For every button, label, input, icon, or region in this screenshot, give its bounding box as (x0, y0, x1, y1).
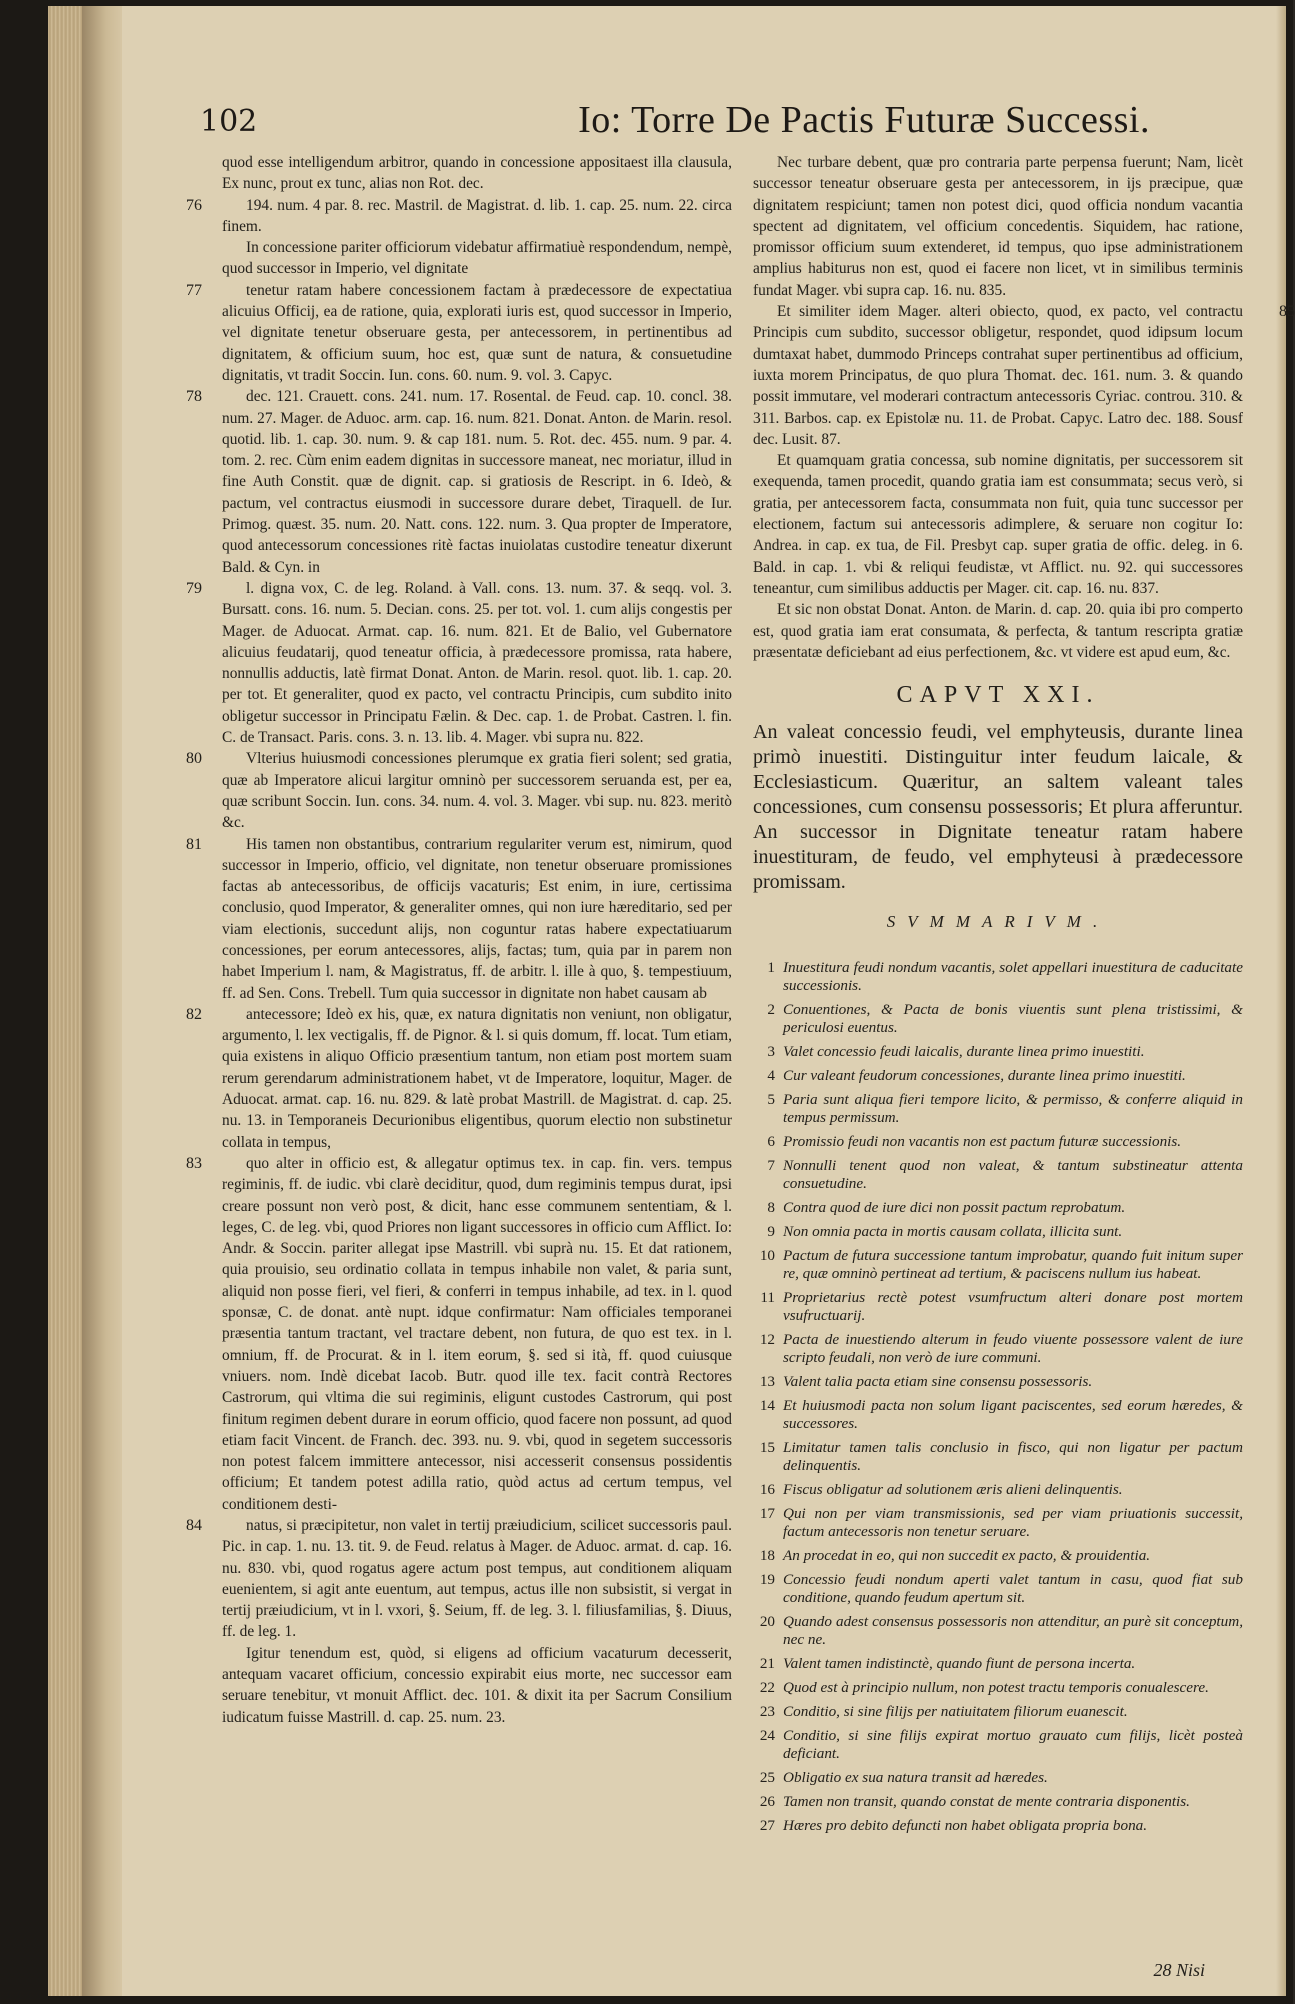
summary-number: 14 (759, 1396, 775, 1414)
margin-number: 82 (186, 1005, 202, 1023)
summary-text: Conditio, si sine filijs per natiuitatem filiorum euanescit. (783, 1702, 1128, 1720)
paragraph (186, 578, 732, 748)
summary-number: 19 (759, 1570, 775, 1588)
summary-text: Valent talia pacta etiam sine consensu possessoris. (783, 1372, 1093, 1390)
summary-item (753, 1331, 1243, 1367)
summary-number: 25 (759, 1768, 775, 1786)
paragraph (222, 237, 732, 280)
summary-item (753, 1373, 1243, 1391)
paragraph (186, 1004, 732, 1153)
paragraph-text: Et sic non obstat Donat. Anton. de Marin. d. cap. 20. quia ibi pro comperto est, quod gratia iam erat consumata, & perfecta, & tantum rescripta gratiæ præsentatæ deficiebant ad eius perfectionem, &c. vt videre est apud eum, &c. (753, 601, 1243, 661)
summary-text: Tamen non transit, quando constat de mente contraria disponentis. (783, 1792, 1190, 1810)
summary-number: 9 (767, 1222, 775, 1240)
summary-text: Contra quod de iure dici non possit pactum reprobatum. (783, 1198, 1126, 1216)
summary-number: 6 (767, 1132, 775, 1150)
paragraph (753, 599, 1243, 663)
summary-item (753, 1505, 1243, 1541)
summary-item (753, 1703, 1243, 1721)
summary-number: 20 (759, 1612, 775, 1630)
summary-item (753, 1043, 1243, 1061)
paragraph-text: dec. 121. Crauett. cons. 241. num. 17. Rosental. de Feud. cap. 10. concl. 38. num. 27. Mager. de Aduoc. arm. cap. 16. num. 821. Donat. Anton. de Marin. resol. quotid. lib. 1. cap. 30. num. 9. & cap 181. num. 5. Rot. dec. 455. num. 9 par. 4. tom. 2. rec. Cùm enim eadem dignitas in successore maneat, nec moriatur, illud in fine Auth Constit. quæ de dignit. cap. si gratiosis de Rescript. in 6. Ideò, & pactum, vel contractus eiusmodi in successore durare debet, Tiraquell. de Iur. Primog. quæst. 35. num. 20. Natt. cons. 122. num. 3. Qua propter de Imperatore, quod antecessorum concessiones ritè factas inuiolatas custodire teneatur dixerunt Bald. & Cyn. in (222, 388, 732, 576)
summary-text: Promissio feudi non vacantis non est pactum futuræ successionis. (783, 1132, 1182, 1150)
summary-text: Hæres pro debito defuncti non habet obligata propria bona. (783, 1816, 1148, 1834)
summary-number: 16 (759, 1480, 775, 1498)
summary-number: 17 (759, 1504, 775, 1522)
paragraph (186, 748, 732, 833)
paragraph-text: Nec turbare debent, quæ pro contraria parte perpensa fuerunt; Nam, licèt successor teneatur obseruare gesta per antecessorem, in ijs præcipue, quæ dignitatem respiciunt; tamen non potest dici, quod officia nondum vacantia spectent ad dignitatem, vel officium concedentis. Siquidem, hac ratione, promissor officium suum extenderet, id tempus, quo ipse administrationem amplius habiturus non est, quod ei facere non licet, vt in similibus terminis fundat Mager. vbi supra cap. 16. nu. 835. (753, 154, 1243, 299)
summary-item (753, 1001, 1243, 1037)
summary-number: 18 (759, 1546, 775, 1564)
paragraph-text: In concessione pariter officiorum videbatur affirmatiuè respondendum, nempè, quod successor in Imperio, vel dignitate (222, 239, 732, 278)
summary-text: Valent tamen indistinctè, quando fiunt de persona incerta. (783, 1654, 1136, 1672)
summary-text: Et huiusmodi pacta non solum ligant paciscentes, sed eorum hæredes, & successores. (783, 1396, 1243, 1432)
summary-text: Qui non per viam transmissionis, sed per viam priuationis successit, factum antecessoris non tenetur seruare. (783, 1504, 1243, 1540)
margin-number: 84 (186, 1517, 202, 1534)
summary-number: 27 (759, 1816, 775, 1834)
paragraph (186, 1515, 732, 1643)
summary-item (753, 1679, 1243, 1697)
summary-text: Inuestitura feudi nondum vacantis, solet appellari inuestitura de caducitate successionis. (783, 958, 1243, 994)
paragraph (753, 450, 1243, 599)
paragraph-text: quo alter in officio est, & allegatur optimus tex. in cap. fin. vers. tempus regiminis, ff. de iudic. vbi clarè deciditur, quod, dum regiminis tempus durat, ipsi creare possunt non verò post, & dicit, hanc esse communem sententiam, & l. leges, C. de leg. vbi, quod Priores non ligant successores in officio cum Afflict. Io: Andr. & Soccin. pariter allegat ipse Mastrill. vbi suprà nu. 15. Et dat rationem, quia prouisio, seu ordinatio collata in tempus inhabile non valet, & paria sunt, aliquid non posse fieri, vel fieri, & conferri in tempus inhabile, ad tex. in l. quod sponsæ, C. de donat. antè nupt. idque confirmatur: Nam officiales temporanei præsentia tantum tractant, vel tractare debent, non futura, de quo est tex. in l. omnium, ff. de Procurat. & in l. item eorum, §. sed si ità, ff. quod cuiusque vniuers. nom. Indè dicebat Iacob. Butr. quod ille tex. facit contrà Rectores Castrorum, qui vltima die sui regiminis, eligunt custodes Castrorum, qui post finitum regimen debent durare in eorum officio, quod facere non possunt, ad quod etiam facit Vincent. de Franch. dec. 393. nu. 9. vbi, quod in segetem successoris non potest falcem immittere antecessor, nisi accesserit consensus possidentis officium; Et tandem potest adilla ratio, quòd actus ad certum tempus, vel conditionem desti- (222, 1154, 732, 1513)
gutter-shadow (82, 6, 122, 1996)
summary-item (753, 959, 1243, 995)
summary-number: 11 (760, 1288, 775, 1306)
summary-item (753, 1157, 1243, 1193)
summary-number: 8 (767, 1198, 775, 1216)
paragraph-text: Et similiter idem Mager. alteri obiecto, quod, ex pacto, vel contractu Principis cum subdito, successor obligetur, respondet, quod idipsum locum dumtaxat habet, dummodo Princeps contrahat super pertinentibus ad officium, iuxta morem Principatus, de quo plura Thomat. dec. 161. num. 3. & quando possit immutare, vel moderari contractum antecessoris Cyriac. controu. 310. & 311. Barbos. cap. ex Epistolæ nu. 11. de Probat. Capyc. Latro dec. 188. Sousf dec. Lusit. 87. (753, 303, 1243, 448)
summary-heading: SVMMARIVM. (886, 912, 1110, 932)
paragraph-text: 194. num. 4 par. 8. rec. Mastril. de Magistrat. d. lib. 1. cap. 25. num. 22. circa finem. (222, 196, 732, 235)
summary-text: Paria sunt aliqua fieri tempore licito, & permisso, & conferre aliquid in tempus permissum. (783, 1090, 1243, 1126)
paragraph (186, 1153, 732, 1515)
paragraph-text: His tamen non obstantibus, contrarium regulariter verum est, nimirum, quod successor in Imperio, officio, vel dignitate, non tenetur obseruare promissiones factas ab antecessoribus, de officijs vacaturis; Est enim, in iure, certissima conclusio, quod Imperator, & generaliter omnes, qui non iure hæreditario, sed per viam electionis, succedunt alijs, non coguntur ratas habere expectatiuarum concessiones, per eorum antecessores, alijs, factas; tum, quia par in parem non habet Imperium l. nam, & Magistratus, ff. de arbitr. l. ille à quo, §. tempestiuum, ff. ad Sen. Cons. Trebell. Tum quia successor in dignitate non habet causam ab (222, 835, 732, 1002)
summary-item (753, 1613, 1243, 1649)
summary-item (753, 1655, 1243, 1673)
summary-item (753, 1793, 1243, 1811)
summary-number: 26 (759, 1792, 775, 1810)
paragraph (753, 301, 1295, 450)
summary-item (753, 1091, 1243, 1127)
chapter-argument: An valeat concessio feudi, vel emphyteusis, durante linea primò inuestiti. Distinguitur inter feudum laicale, & Ecclesiasticum. Quæritur, an saltem valeant tales concessiones, cum consensu possessoris; Et plura afferuntur. An successor in Dignitate teneatur ratam habere inuestituram, de feudo, vel emphyteusi à prædecessore promissam. (753, 721, 1243, 894)
left-column (186, 152, 732, 1728)
summary-number: 21 (759, 1654, 775, 1672)
summary-item (753, 1481, 1243, 1499)
right-column (753, 152, 1295, 1841)
paragraph (186, 280, 732, 386)
summary-number: 10 (759, 1246, 775, 1264)
right-paragraphs (753, 152, 1295, 663)
margin-number: 80 (186, 750, 202, 768)
paragraph (186, 195, 732, 238)
summary-item (753, 1439, 1243, 1475)
summary-list (753, 959, 1243, 1835)
summary-number: 1 (767, 958, 775, 976)
summary-item (753, 1547, 1243, 1565)
catchword: 28 Nisi (1153, 1960, 1205, 1980)
summary-text: Conuentiones, & Pacta de bonis viuentis sunt plena tristissimi, & periculosi euentus. (783, 1000, 1243, 1036)
summary-text: Cur valeant feudorum concessiones, durante linea primo inuestiti. (783, 1066, 1186, 1084)
summary-text: Nonnulli tenent quod non valeat, & tantum substineatur attenta consuetudine. (783, 1156, 1243, 1192)
summary-item (753, 1133, 1243, 1151)
summary-number: 5 (767, 1090, 775, 1108)
summary-number: 13 (759, 1372, 775, 1390)
paragraph-text: quod esse intelligendum arbitror, quando in concessione appositaest illa clausula, Ex nunc, prout ex tunc, alias non Rot. dec. (222, 154, 732, 193)
summary-number: 22 (759, 1678, 775, 1696)
summary-number: 12 (759, 1330, 775, 1348)
summary-item (753, 1817, 1243, 1835)
summary-number: 2 (767, 1000, 775, 1018)
summary-number: 23 (759, 1702, 775, 1720)
summary-number: 24 (759, 1726, 775, 1744)
paragraph-text: l. digna vox, C. de leg. Roland. à Vall. cons. 13. num. 37. & seqq. vol. 3. Bursatt. cons. 16. num. 5. Decian. cons. 25. per tot. vol. 1. cum alijs congestis per Mager. de Aduocat. Armat. cap. 16. num. 821. Et de Balio, vel Gubernatore alicuius feudatarij, quod teneatur officia, à prædecessore promissa, rata habere, nonnullis adductis, latè firmat Donat. Anton. de Marin. resol. quot. lib. 1. cap. 20. per tot. Et generaliter, quod ex pacto, vel contractu Principis, cum subdito inito obligetur successor in Principatu Fælin. & Dec. cap. 1. de Probat. Castren. l. fin. C. de Transact. Paris. cons. 3. n. 13. lib. 4. Mager. vbi supra nu. 822. (222, 579, 732, 747)
summary-text: Quando adest consensus possessoris non attenditur, an purè sit conceptum, nec ne. (783, 1612, 1243, 1648)
summary-item (753, 1199, 1243, 1217)
paragraph (222, 152, 732, 195)
margin-number: 79 (186, 579, 202, 597)
running-title: Io: Torre De Pactis Futuræ Successi. (578, 99, 1150, 141)
summary-text: Proprietarius rectè potest vsumfructum alteri donare post mortem vsufructuarij. (783, 1288, 1243, 1324)
summary-item (753, 1223, 1243, 1241)
summary-text: Pactum de futura successione tantum improbatur, quando fuit initum super re, quæ omninò pertineat ad tertium, & paciscens nullum ius habeat. (783, 1246, 1243, 1282)
summary-text: An procedat in eo, qui non succedit ex pacto, & prouidentia. (783, 1546, 1151, 1564)
margin-number: 83 (186, 1154, 202, 1172)
summary-text: Valet concessio feudi laicalis, durante linea primo inuestiti. (783, 1042, 1145, 1060)
paragraph (186, 386, 732, 578)
paragraph-text: Igitur tenendum est, quòd, si eligens ad officium vacaturum decesserit, antequam vacaret officium, concessio expirabit eius morte, nec successor eam seruare tenebitur, vt monuit Afflict. dec. 101. & dixit ita per Sacrum Consilium iudicatum fuisse Mastrill. d. cap. 25. num. 23. (222, 1644, 732, 1726)
summary-text: Obligatio ex sua natura transit ad hæredes. (783, 1768, 1048, 1786)
summary-item (753, 1571, 1243, 1607)
page-edges (48, 6, 82, 1996)
summary-text: Concessio feudi nondum aperti valet tantum in casu, quod fiat sub conditione, quando feudum apertum sit. (783, 1570, 1243, 1606)
margin-number: 81 (186, 835, 202, 853)
margin-number: 76 (186, 196, 202, 214)
page-header (200, 98, 1230, 146)
paragraph (186, 834, 732, 1004)
summary-item (753, 1289, 1243, 1325)
summary-item (753, 1247, 1243, 1283)
summary-item (753, 1067, 1243, 1085)
margin-number: 77 (186, 281, 202, 299)
summary-number: 4 (767, 1066, 775, 1084)
paragraph (753, 152, 1243, 301)
summary-text: Quod est à principio nullum, non potest tractu temporis conualescere. (783, 1678, 1209, 1696)
summary-text: Limitatur tamen talis conclusio in fisco, qui non ligatur per pactum delinquentis. (783, 1438, 1243, 1474)
summary-text: Conditio, si sine filijs expirat mortuo grauato cum filijs, licèt posteà deficiant. (783, 1726, 1243, 1762)
page-number: 102 (200, 104, 258, 139)
summary-item (753, 1769, 1243, 1787)
summary-number: 3 (767, 1042, 775, 1060)
summary-number: 7 (767, 1156, 775, 1174)
paragraph (222, 1643, 732, 1728)
summary-text: Pacta de inuestiendo alterum in feudo viuente possessore valent de iure scripto feudali, non verò de iure communi. (783, 1330, 1243, 1366)
paragraph-text: natus, si præcipitetur, non valet in tertij præiudicium, scilicet successoris paul. Pic. in cap. 1. nu. 13. tit. 9. de Feud. relatus à Mager. de Aduoc. armat. d. cap. 16. nu. 830. vbi, quod rogatus agere actum post tempus, aut conditionem aliquam euenientem, si agit ante euentum, aut tempus, actus ille non subsistit, si vergat in tertij præiudicium, vt in l. vxori, §. Seium, ff. de leg. 3. l. filiusfamilias, §. Diuus, ff. de leg. 1. (222, 1517, 732, 1641)
paragraph-text: antecessore; Ideò ex his, quæ, ex natura dignitatis non veniunt, non obligatur, argumento, l. lex vectigalis, ff. de Pignor. & l. si quis domum, ff. locat. Tum etiam, quia existens in aliquo Officio præsentium tantum, non etiam post mortem suam rerum gerendarum administrationem habet, vt de Imperatore, loquitur, Mager. de Aduocat. armat. cap. 16. nu. 829. & latè probat Mastrill. de Magistrat. d. cap. 25. nu. 13. in Temporaneis Decurionibus eligentibus, quorum electio non substinetur collata in tempus, (222, 1005, 732, 1151)
summary-text: Non omnia pacta in mortis causam collata, illicita sunt. (783, 1222, 1123, 1240)
paragraph-text: tenetur ratam habere concessionem factam à prædecessore de expectatiua alicuius Officij, ea de ratione, quia, explorati iuris est, quod successor in Imperio, vel dignitate tenetur obseruare gesta, per antecessorem, in pertinentibus ad dignitatem, & officium suum, hoc est, quæ sunt de natura, & consuetudine dignitatis, vt tradit Soccin. Iun. cons. 60. num. 9. vol. 3. Capyc. (222, 281, 732, 384)
summary-item (753, 1397, 1243, 1433)
margin-number: 85 (1279, 303, 1295, 321)
paragraph-text: Vlterius huiusmodi concessiones plerumque ex gratia fieri solent; sed gratia, quæ ab Imperatore alicui largitur omninò per successorem seruanda est, per ea, quæ scribunt Soccin. Iun. cons. 34. num. 4. vol. 3. Mager. vbi sup. nu. 823. meritò &c. (222, 750, 732, 832)
summary-text: Fiscus obligatur ad solutionem æris alieni delinquentis. (783, 1480, 1123, 1498)
summary-number: 15 (759, 1438, 775, 1456)
chapter-title: CAPVT XXI. (896, 682, 1100, 709)
margin-number: 78 (186, 388, 202, 406)
paragraph-text: Et quamquam gratia concessa, sub nomine dignitatis, per successorem sit exequenda, tamen procedit, quando gratia iam est consummata; secus verò, si gratia, per antecessorem facta, consummata non fuit, quia tunc successor per electionem, factum sui antecessoris adimplere, & seruare non cogitur Io: Andrea. in cap. ex tua, de Fil. Presbyt cap. super gratia de offic. deleg. in 6. Bald. in cap. 1. vbi & reliqui feudistæ, vt Afflict. nu. 92. qui successores teneantur, cum similibus adductis per Mager. cit. cap. 16. nu. 837. (753, 452, 1243, 597)
summary-item (753, 1727, 1243, 1763)
